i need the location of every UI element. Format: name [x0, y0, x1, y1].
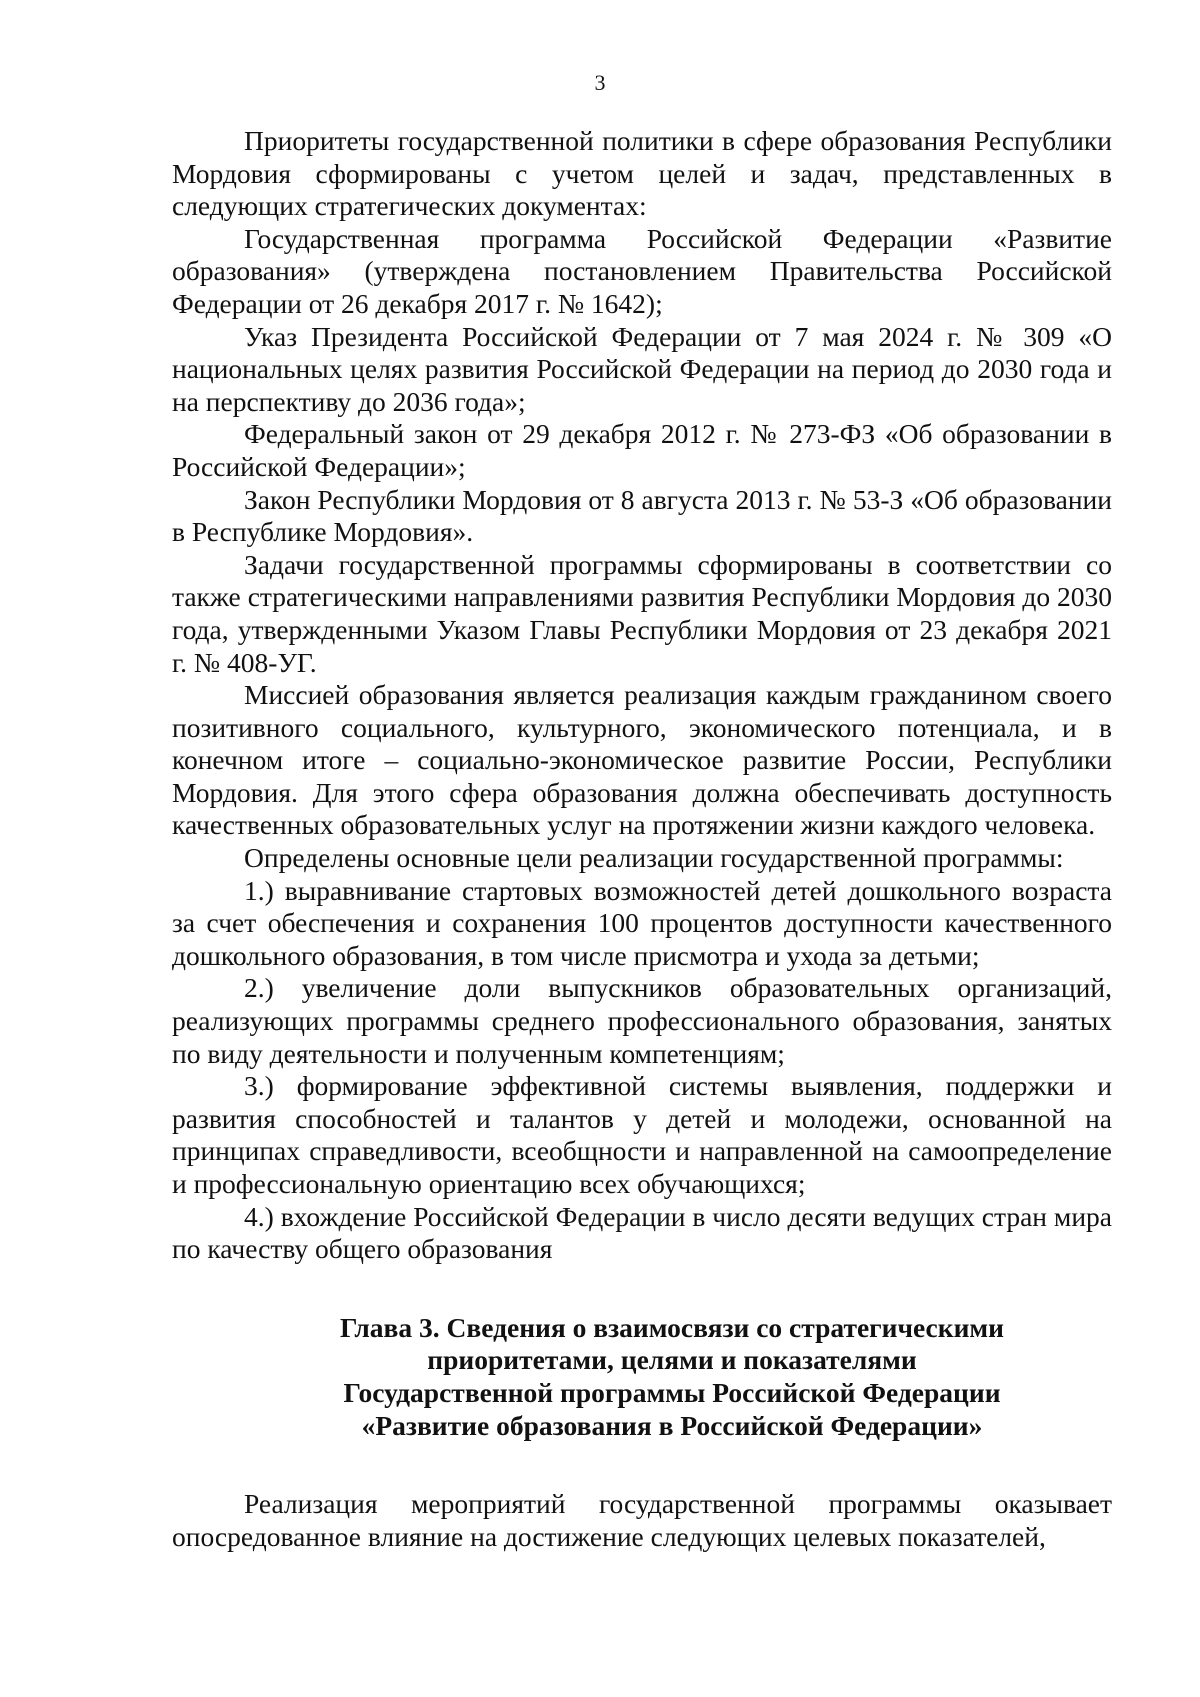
page-number: 3	[594, 70, 606, 95]
paragraph-federal-law: Федеральный закон от 29 декабря 2012 г. № 273-ФЗ «Об образовании в Российской Федерации»;	[172, 418, 1112, 482]
paragraph-state-program: Государственная программа Российской Федерации «Развитие образования» (утверждена постановлением Правительства Российской Федерации от 26 декабря 2017 г. № 1642);	[172, 222, 1112, 319]
paragraph-presidential-decree: Указ Президента Российской Федерации от 7 мая 2024 г. № 309 «О национальных целях развития Российской Федерации на период до 2030 года и на перспективу до 2036 года»;	[172, 320, 1112, 417]
chapter-heading-line: Глава 3. Сведения о взаимосвязи со стратегическими	[339, 1311, 1005, 1343]
document-body	[172, 125, 1112, 1553]
chapter-heading-line: приоритетами, целями и показателями	[427, 1344, 917, 1376]
chapter-heading-line: «Развитие образования в Российской Федерации»	[361, 1409, 983, 1441]
paragraph-closing: Реализация мероприятий государственной программы оказывает опосредованное влияние на достижение следующих целевых показателей,	[172, 1488, 1112, 1552]
paragraph-goal-4: 4.) вхождение Российской Федерации в число десяти ведущих стран мира по качеству общего образования	[172, 1200, 1112, 1265]
paragraph-tasks: Задачи государственной программы сформированы в соответствии со также стратегическими направлениями развития Республики Мордовия до 2030 года, утвержденными Указом Главы Республики Мордовия от 23 декабря 2021 г. № 408-УГ.	[172, 548, 1112, 678]
paragraph-goals-intro: Определены основные цели реализации государственной программы:	[244, 842, 1064, 874]
paragraph-republic-law: Закон Республики Мордовия от 8 августа 2013 г. № 53-З «Об образовании в Республике Мордовия».	[172, 483, 1112, 548]
chapter-heading-line: Государственной программы Российской Федерации	[343, 1376, 1001, 1408]
paragraph-goal-3: 3.) формирование эффективной системы выявления, поддержки и развития способностей и талантов у детей и молодежи, основанной на принципах справедливости, всеобщности и направленной на самоопределение и профессиональную ориентацию всех обучающихся;	[172, 1070, 1112, 1199]
paragraph-mission: Миссией образования является реализация каждым гражданином своего позитивного социального, культурного, экономического потенциала, и в конечном итоге – социально-экономическое развитие России, Республики Мордовия. Для этого сфера образования должна обеспечивать доступность качественных образовательных услуг на протяжении жизни каждого человека.	[172, 679, 1112, 841]
paragraph-goal-1: 1.) выравнивание стартовых возможностей детей дошкольного возраста за счет обеспечения и сохранения 100 процентов доступности качественного дошкольного образования, в том числе присмотра и ухода за детьми;	[172, 874, 1112, 971]
paragraph-priorities: Приоритеты государственной политики в сфере образования Республики Мордовия сформированы с учетом целей и задач, представленных в следующих стратегических документах:	[172, 125, 1112, 222]
paragraph-goal-2: 2.) увеличение доли выпускников образовательных организаций, реализующих программы среднего профессионального образования, занятых по виду деятельности и полученным компетенциям;	[172, 972, 1112, 1069]
chapter-heading	[172, 1312, 1112, 1442]
